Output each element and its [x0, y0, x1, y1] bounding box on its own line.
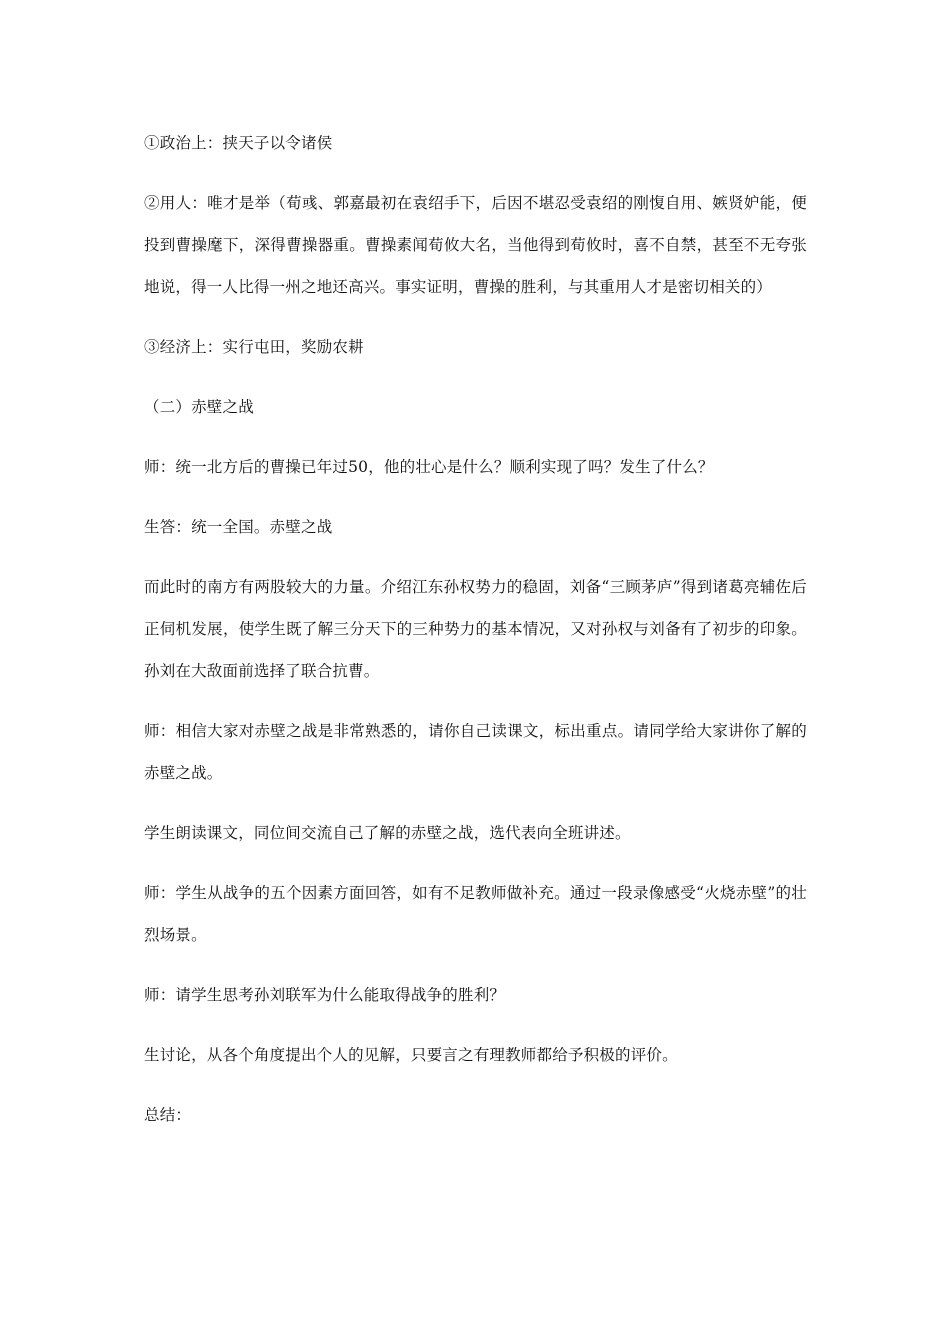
paragraph-discussion: 生讨论，从各个角度提出个人的见解，只要言之有理教师都给予积极的评价。: [144, 1046, 678, 1064]
paragraph-read-text: 师：相信大家对赤壁之战是非常熟悉的，请你自己读课文，标出重点。请同学给大家讲你了解的赤壁之战。: [144, 722, 807, 782]
paragraph-teacher-question: 师：统一北方后的曹操已年过50，他的壮心是什么？顺利实现了吗？发生了什么？: [144, 458, 714, 476]
paragraph-five-factors: 师：学生从战争的五个因素方面回答，如有不足教师做补充。通过一段录像感受“火烧赤壁”的壮烈场景。: [144, 884, 807, 944]
paragraph-summary: 总结：: [144, 1106, 192, 1124]
section-heading-chibi: （二）赤壁之战: [144, 398, 254, 416]
paragraph-politics: ①政治上：挟天子以令诸侯: [144, 134, 333, 152]
paragraph-talent: ②用人：唯才是举（荀彧、郭嘉最初在袁绍手下，后因不堪忍受袁绍的刚愎自用、嫉贤妒能，便投到曹操麾下，深得曹操器重。曹操素闻荀攸大名，当他得到荀攸时，喜不自禁，甚至不无夸张地说，得一人比得一州之地还高兴。事实证明，曹操的胜利，与其重用人才是密切相关的）: [144, 194, 807, 296]
paragraph-economy: ③经济上：实行屯田，奖励农耕: [144, 338, 364, 356]
paragraph-think-victory: 师：请学生思考孙刘联军为什么能取得战争的胜利？: [144, 986, 506, 1004]
paragraph-student-answer: 生答：统一全国。赤壁之战: [144, 518, 333, 536]
paragraph-student-read: 学生朗读课文，同位间交流自己了解的赤壁之战，选代表向全班讲述。: [144, 824, 631, 842]
paragraph-south-forces: 而此时的南方有两股较大的力量。介绍江东孙权势力的稳固，刘备“三顾茅庐”得到诸葛亮辅佐后正伺机发展，使学生既了解三分天下的三种势力的基本情况，又对孙权与刘备有了初步的印象。孙刘在大敌面前选择了联合抗曹。: [144, 578, 807, 680]
